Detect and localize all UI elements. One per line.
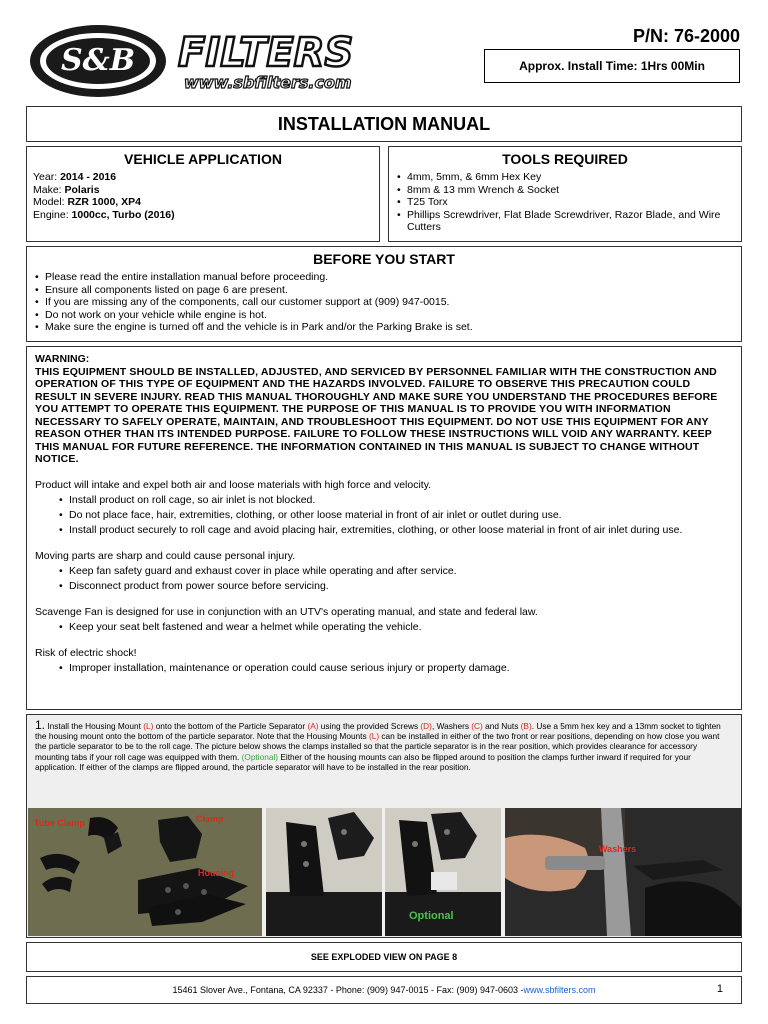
warning-item: • Do not place face, hair, extremities, clothing, or other loose material in front of air inlet or outlet during use. <box>59 509 733 522</box>
washers-label: Washers <box>599 844 637 854</box>
footer-website-link[interactable]: www.sbfilters.com <box>523 985 596 995</box>
washers-image <box>505 808 741 936</box>
tube-clamp-label: Tube Clamp <box>34 818 85 828</box>
warning-item: • Improper installation, maintenance or operation could cause serious injury or property damage. <box>59 662 733 675</box>
logo-graphic <box>28 22 418 100</box>
before-item: • Make sure the engine is turned off and the vehicle is in Park and/or the Parking Brake is set. <box>33 321 735 334</box>
tool-item: • Phillips Screwdriver, Flat Blade Screwdriver, Razor Blade, and Wire Cutters <box>395 209 735 234</box>
before-item: • Please read the entire installation manual before proceeding. <box>33 271 735 284</box>
before-item: • Ensure all components listed on page 6 are present. <box>33 284 735 297</box>
vehicle-engine: Engine: 1000cc, Turbo (2016) <box>33 208 175 221</box>
footer-address: 15461 Slover Ave., Fontana, CA 92337 - Phone: (909) 947-0015 - Fax: (909) 947-0603 - <box>172 985 524 995</box>
tool-item: • 4mm, 5mm, & 6mm Hex Key <box>395 171 735 184</box>
warning-heading: WARNING: <box>35 353 90 365</box>
warning-item: • Disconnect product from power source before servicing. <box>59 580 733 593</box>
before-item: • If you are missing any of the components, call our customer support at (909) 947-0015. <box>33 296 735 309</box>
vehicle-application-box <box>26 146 380 242</box>
tool-item: • 8mm & 13 mm Wrench & Socket <box>395 184 735 197</box>
svg-text:www.sbfilters.com: www.sbfilters.com <box>184 73 352 92</box>
mount-photo-rear <box>266 808 382 936</box>
tools-heading: TOOLS REQUIRED <box>502 151 628 167</box>
warning-item: • Install product securely to roll cage and avoid placing hair, extremities, clothing, or other loose material in front of air inlet during use. <box>59 524 733 537</box>
warning-intro: Risk of electric shock! <box>35 646 137 659</box>
sb-filters-logo <box>28 22 418 100</box>
warning-box <box>26 346 742 710</box>
vehicle-heading: VEHICLE APPLICATION <box>124 151 282 167</box>
tool-item: • T25 Torx <box>395 196 735 209</box>
clamp-label: Clamp <box>196 814 224 824</box>
step-1-text: 1. Install the Housing Mount (L) onto the bottom of the Particle Separator (A) using the provided Screws (D), Washers (C) and Nuts (B). Use a 5mm hex key and a 13mm socket to tighten the housing mount onto the bottom of the particle separator. Note that the Housing Mounts (L) can be installed in either of the two front or rear positions, depending on how close you want the particle separator to be to the roll cage. The picture below shows the clamps installed so that the particle separator is in the rear position, which provides clearance for accessory mounting tabs if your roll cage was equipped with them. (Optional) Either of the housing mounts can also be flipped around to position the clamps further inward if required for your application. If either of the clamps are flipped around, the particle separator will have to be installed in the rear position. <box>35 718 721 772</box>
page-number: 1 <box>716 983 723 995</box>
page-title: INSTALLATION MANUAL <box>26 106 742 142</box>
install-time: Approx. Install Time: 1Hrs 00Min <box>484 49 740 83</box>
svg-text:S&B: S&B <box>60 43 136 78</box>
exploded-view-note: SEE EXPLODED VIEW ON PAGE 8 <box>26 942 742 972</box>
parts-photo <box>28 808 262 936</box>
warning-intro: Scavenge Fan is designed for use in conjunction with an UTV's operating manual, and state and federal law. <box>35 605 538 618</box>
before-heading: BEFORE YOU START <box>313 251 455 267</box>
mount-image-rear <box>266 808 382 936</box>
warning-item: • Keep fan safety guard and exhaust cover in place while operating and after service. <box>59 565 733 578</box>
footer <box>26 976 742 1004</box>
warning-item: • Install product on roll cage, so air inlet is not blocked. <box>59 494 733 507</box>
tools-required-box <box>388 146 742 242</box>
vehicle-year: Year: 2014 - 2016 <box>33 171 117 183</box>
warning-intro: Product will intake and expel both air and loose materials with high force and velocity. <box>35 478 432 491</box>
before-you-start-box <box>26 246 742 342</box>
warning-text: THIS EQUIPMENT SHOULD BE INSTALLED, ADJUSTED, AND SERVICED BY PERSONNEL FAMILIAR WITH THE CONSTRUCTION AND OPERATION OF THIS TYPE OF EQUIPMENT AND THE HAZARDS INVOLVED. FAILURE TO OBSERVE THIS PRECAUTION COULD RESULT IN SEVERE INJURY. READ THIS MANUAL THOROUGHLY AND MAKE SURE YOU UNDERSTAND THE PROCEDURES BEFORE YOU ATTEMPT TO OPERATE THIS EQUIPMENT. THE PURPOSE OF THIS MANUAL IS TO PROVIDE YOU WITH INFORMATION NECESSARY TO SAFELY OPERATE, MAINTAIN, AND TROUBLESHOOT THIS EQUIPMENT. DO NOT USE THIS EQUIPMENT FOR ANY REASON OTHER THAN ITS INTENDED PURPOSE. FAILURE TO FOLLOW THESE INSTRUCTIONS WILL VOID ANY WARRANTY. KEEP THIS MANUAL FOR FUTURE REFERENCE. THE INFORMATION CONTAINED IN THIS MANUAL IS SUBJECT TO CHANGE WITHOUT NOTICE. <box>35 365 718 465</box>
before-item: • Do not work on your vehicle while engine is hot. <box>33 309 735 322</box>
mount-photo-optional <box>385 808 501 936</box>
warning-item: • Keep your seat belt fastened and wear a helmet while operating the vehicle. <box>59 621 733 634</box>
optional-label: Optional <box>409 910 454 922</box>
svg-text:FILTERS: FILTERS <box>178 30 354 76</box>
part-number: P/N: 76-2000 <box>632 26 740 46</box>
warning-intro: Moving parts are sharp and could cause personal injury. <box>35 549 296 562</box>
washers-photo <box>505 808 741 936</box>
housing-label: Housing <box>198 868 234 878</box>
vehicle-make: Make: Polaris <box>33 183 100 196</box>
vehicle-model: Model: RZR 1000, XP4 <box>33 196 141 208</box>
